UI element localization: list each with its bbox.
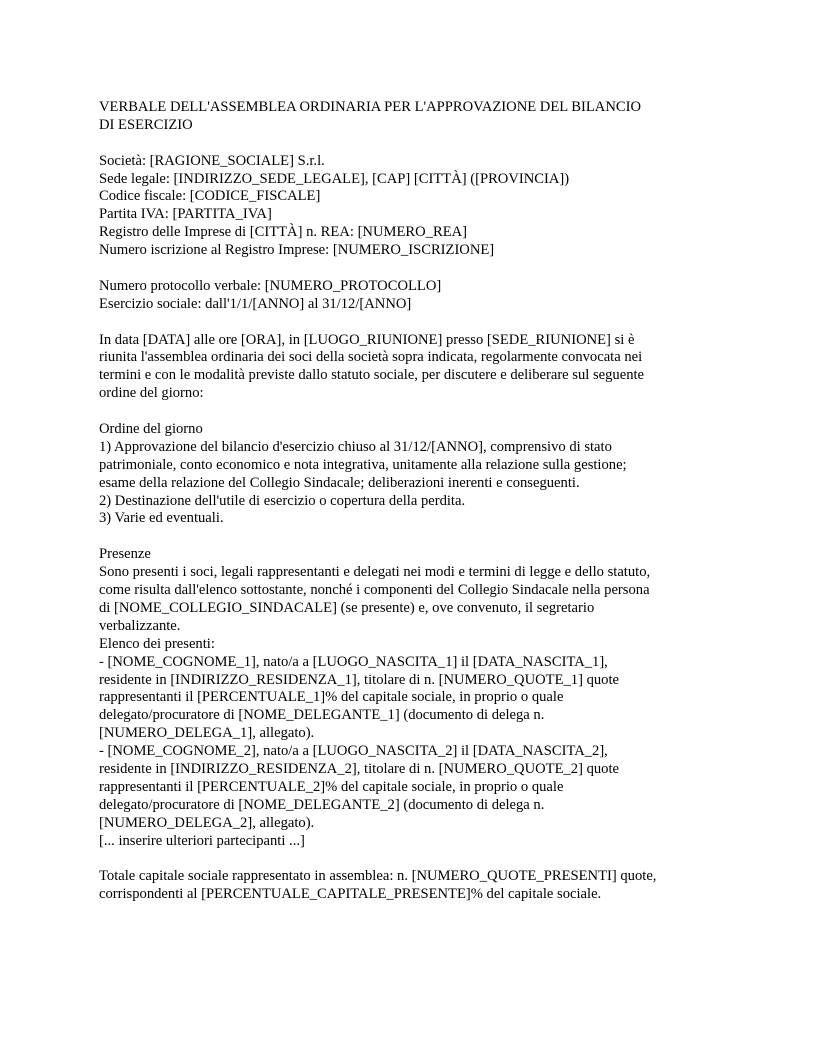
attendee-line: residente in [INDIRIZZO_RESIDENZA_2], titolare di n. [NUMERO_QUOTE_2] quote	[99, 760, 620, 777]
agenda-item-line: 1) Approvazione del bilancio d'esercizio chiuso al 31/12/[ANNO], comprensivo di stato	[99, 438, 612, 455]
tax-code-line: Codice fiscale: [CODICE_FISCALE]	[99, 188, 321, 205]
presence-heading: Presenze	[99, 546, 151, 563]
intro-paragraph	[99, 332, 721, 404]
attendee-line: [NUMERO_DELEGA_2], allegato).	[99, 814, 315, 831]
presence-line: di [NOME_COLLEGIO_SINDACALE] (se presente) e, ove convenuto, il segretario	[99, 599, 595, 616]
agenda-item-line: 3) Varie ed eventuali.	[99, 510, 224, 527]
attendee-line: - [NOME_COGNOME_2], nato/a a [LUOGO_NASCITA_2] il [DATA_NASCITA_2],	[99, 743, 608, 760]
presence-line: verbalizzante.	[99, 617, 181, 634]
total-capital-line: Totale capitale sociale rappresentato in assemblea: n. [NUMERO_QUOTE_PRESENTI] quote,	[99, 868, 657, 885]
agenda-item-line: 2) Destinazione dell'utile di esercizio o copertura della perdita.	[99, 492, 466, 509]
more-attendees-placeholder: [... inserire ulteriori partecipanti ...]	[99, 832, 305, 849]
agenda-heading: Ordine del giorno	[99, 421, 203, 438]
protocol-details	[99, 278, 721, 314]
title-line: VERBALE DELL'ASSEMBLEA ORDINARIA PER L'APPROVAZIONE DEL BILANCIO	[99, 99, 641, 115]
fiscal-year-line: Esercizio sociale: dall'1/1/[ANNO] al 31/12/[ANNO]	[99, 295, 412, 312]
registered-office-line: Sede legale: [INDIRIZZO_SEDE_LEGALE], [CAP] [CITTÀ] ([PROVINCIA])	[99, 170, 570, 187]
presence-line: come risulta dall'elenco sottostante, nonché i componenti del Collegio Sindacale nella persona	[99, 582, 650, 599]
spacer	[99, 850, 721, 868]
intro-line: termini e con le modalità previste dallo statuto sociale, per discutere e deliberare sul seguente	[99, 367, 645, 384]
registration-number-line: Numero iscrizione al Registro Imprese: [NUMERO_ISCRIZIONE]	[99, 242, 495, 259]
attendee-line: delegato/procuratore di [NOME_DELEGANTE_1] (documento di delega n.	[99, 707, 545, 724]
presence-section	[99, 546, 721, 850]
spacer	[99, 135, 721, 153]
attendee-line: rappresentanti il [PERCENTUALE_2]% del capitale sociale, in proprio o quale	[99, 778, 564, 795]
company-name-line: Società: [RAGIONE_SOCIALE] S.r.l.	[99, 152, 325, 169]
company-details	[99, 153, 721, 260]
attendee-line: [NUMERO_DELEGA_1], allegato).	[99, 725, 315, 742]
agenda-section	[99, 421, 721, 528]
agenda-item-line: esame della relazione del Collegio Sindacale; deliberazioni inerenti e conseguenti.	[99, 474, 580, 491]
attendee-line: delegato/procuratore di [NOME_DELEGANTE_2] (documento di delega n.	[99, 796, 545, 813]
agenda-item-line: patrimoniale, conto economico e nota integrativa, unitamente alla relazione sulla gestione;	[99, 456, 627, 473]
attendee-entry-2	[99, 743, 721, 832]
vat-number-line: Partita IVA: [PARTITA_IVA]	[99, 206, 272, 223]
presence-line: Sono presenti i soci, legali rappresentanti e delegati nei modi e termini di legge e dello statuto,	[99, 564, 651, 581]
document-page	[99, 99, 721, 904]
spacer	[99, 314, 721, 332]
document-title	[99, 99, 721, 135]
rea-line: Registro delle Imprese di [CITTÀ] n. REA: [NUMERO_REA]	[99, 224, 468, 241]
spacer	[99, 403, 721, 421]
intro-line: ordine del giorno:	[99, 385, 204, 402]
attendees-heading: Elenco dei presenti:	[99, 635, 215, 652]
attendee-line: - [NOME_COGNOME_1], nato/a a [LUOGO_NASCITA_1] il [DATA_NASCITA_1],	[99, 653, 608, 670]
spacer	[99, 260, 721, 278]
attendee-entry-1	[99, 654, 721, 743]
total-capital-line: corrispondenti al [PERCENTUALE_CAPITALE_PRESENTE]% del capitale sociale.	[99, 886, 602, 903]
intro-line: In data [DATA] alle ore [ORA], in [LUOGO_RIUNIONE] presso [SEDE_RIUNIONE] si è	[99, 331, 635, 348]
intro-line: riunita l'assemblea ordinaria dei soci della società sopra indicata, regolarmente convocata nei	[99, 349, 643, 366]
attendee-line: residente in [INDIRIZZO_RESIDENZA_1], titolare di n. [NUMERO_QUOTE_1] quote	[99, 671, 620, 688]
protocol-number-line: Numero protocollo verbale: [NUMERO_PROTOCOLLO]	[99, 277, 442, 294]
spacer	[99, 528, 721, 546]
title-line: DI ESERCIZIO	[99, 116, 193, 133]
attendee-line: rappresentanti il [PERCENTUALE_1]% del capitale sociale, in proprio o quale	[99, 689, 564, 706]
total-capital-section	[99, 868, 721, 904]
